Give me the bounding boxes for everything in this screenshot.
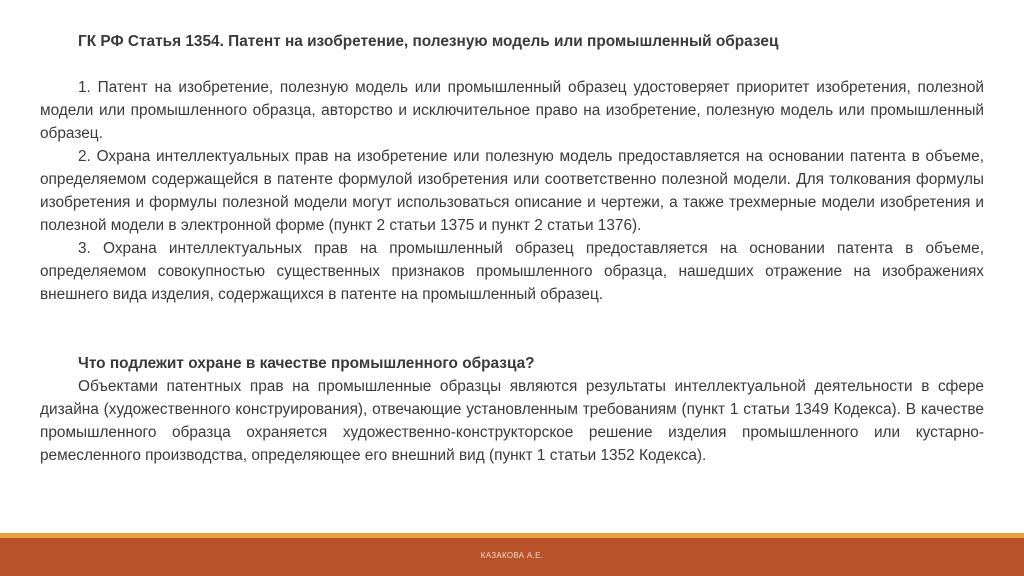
article-paragraph-3: 3. Охрана интеллектуальных прав на промышленный образец предоставляется на основании патента в объеме, определяемом совокупностью существенных признаков промышленного образца, нашедших отражение на изображениях внешнего вида изделия, содержащихся в патенте на промышленный образец. bbox=[40, 240, 984, 303]
spacer bbox=[40, 306, 984, 352]
article-paragraph-1: 1. Патент на изобретение, полезную модель или промышленный образец удостоверяет приоритет изобретения, полезной модели или промышленного образца, авторство и исключительное право на изобретение, полезную модель или промышленный образец. bbox=[40, 79, 984, 142]
section-heading: Что подлежит охране в качестве промышленного образца? bbox=[78, 355, 535, 372]
section-paragraph: Объектами патентных прав на промышленные образцы являются результаты интеллектуальной деятельности в сфере дизайна (художественного конструирования), отвечающие установленным требованиям (пункт 1 статьи 1349 Кодекса). В качестве промышленного образца охраняется художественно-конструкторское решение изделия промышленного или кустарно-ремесленного производства, определяющее его внешний вид (пункт 1 статьи 1352 Кодекса). bbox=[40, 378, 984, 464]
slide-content bbox=[40, 30, 984, 467]
article-title: ГК РФ Статья 1354. Патент на изобретение, полезную модель или промышленный образец bbox=[78, 33, 779, 50]
spacer bbox=[40, 53, 984, 76]
footer-author: КАЗАКОВА А.Е. bbox=[480, 551, 544, 560]
article-paragraph-2: 2. Охрана интеллектуальных прав на изобретение или полезную модель предоставляется на основании патента в объеме, определяемом содержащейся в патенте формулой изобретения или соответственно полезной модели. Для толкования формулы изобретения и формулы полезной модели могут использоваться описание и чертежи, а также трехмерные модели изобретения и полезной модели в электронной форме (пункт 2 статьи 1375 и пункт 2 статьи 1376). bbox=[40, 148, 984, 234]
